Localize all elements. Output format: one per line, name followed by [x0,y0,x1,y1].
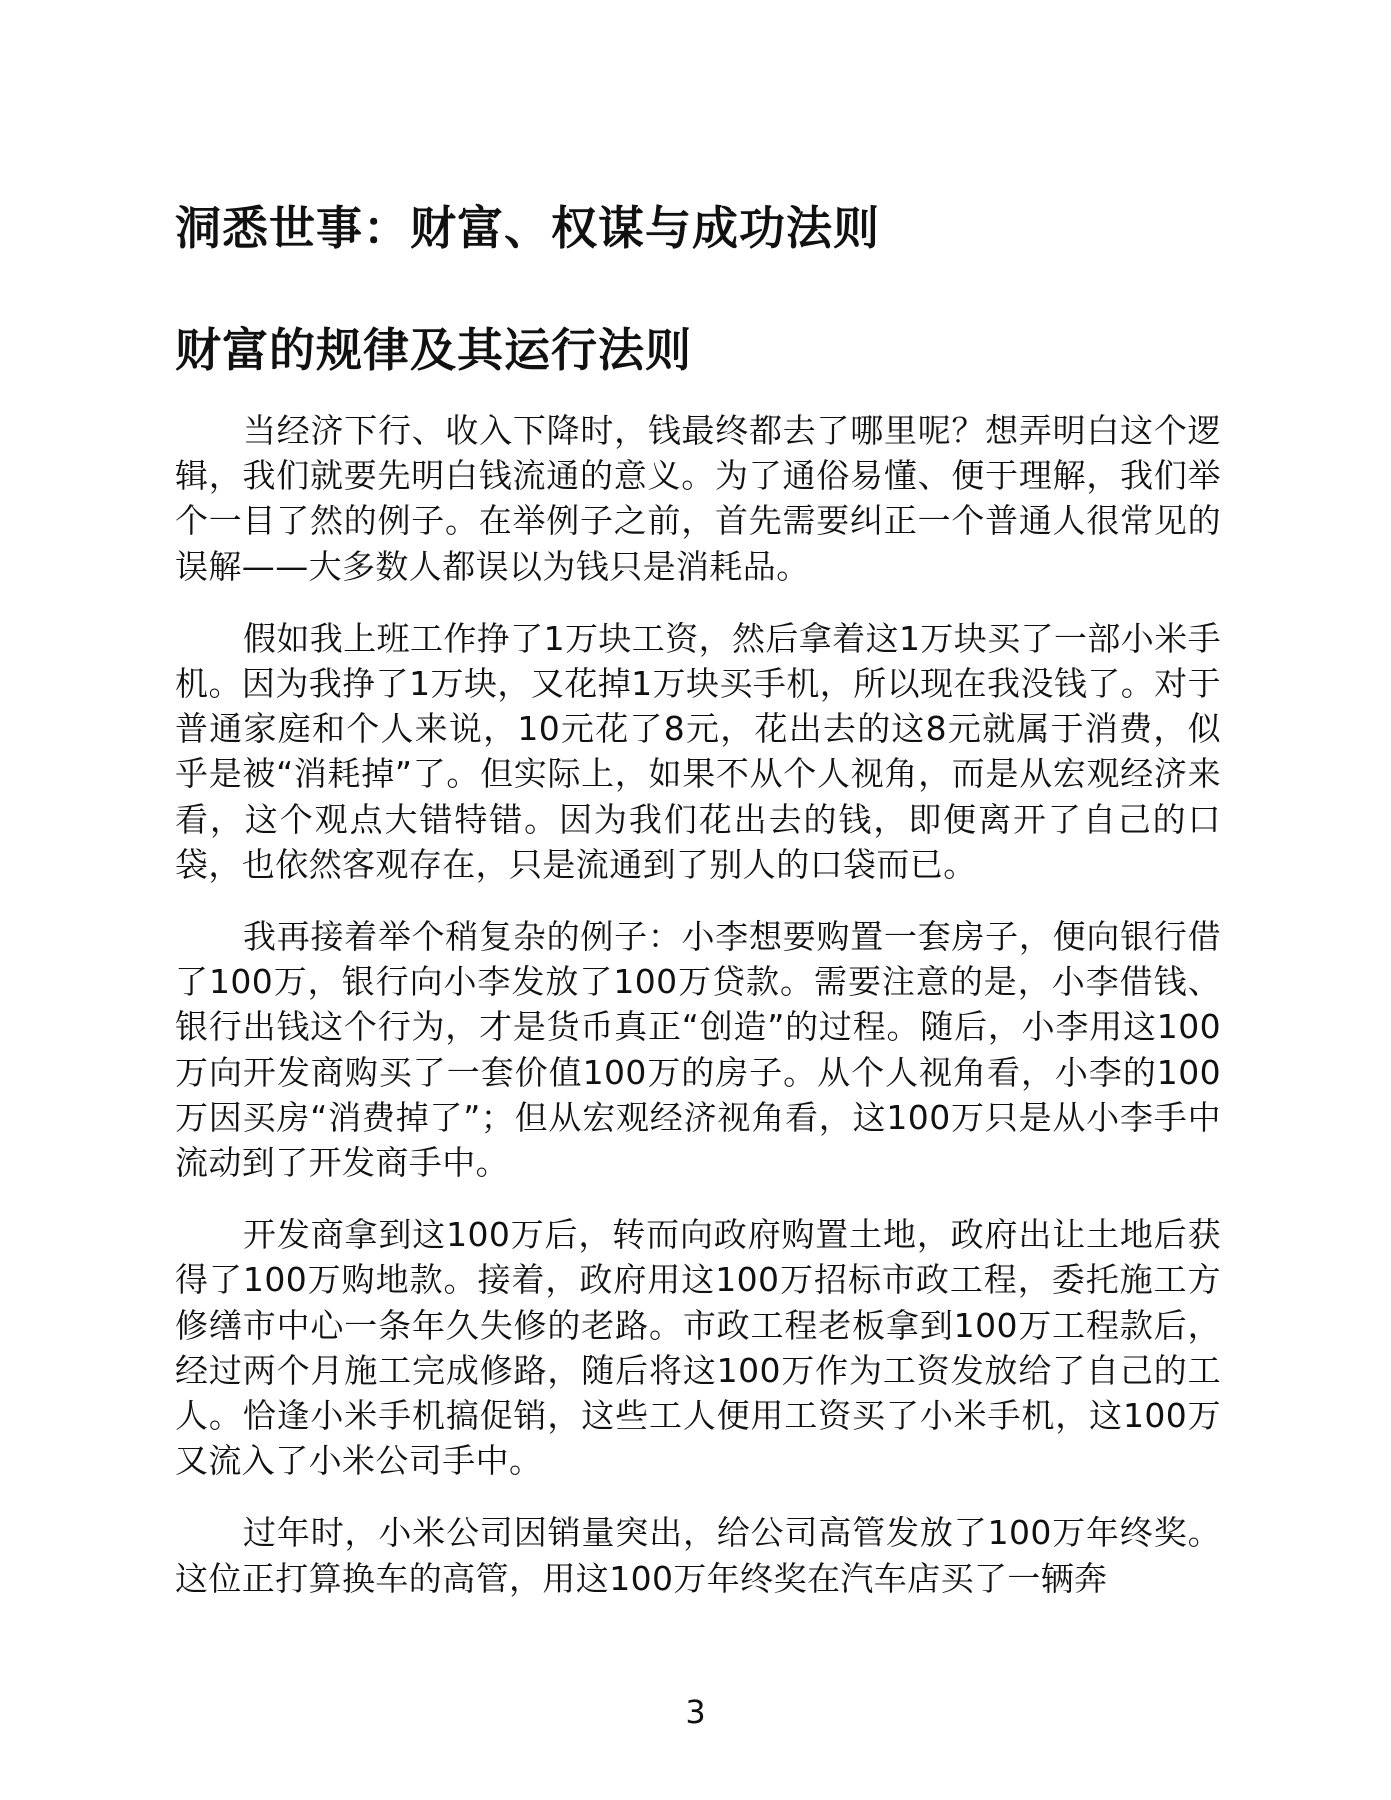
paragraph-1: 当经济下行、收入下降时，钱最终都去了哪里呢？想弄明白这个逻辑，我们就要先明白钱流通的意义。为了通俗易懂、便于理解，我们举个一目了然的例子。在举例子之前，首先需要纠正一个普通人很常见的误解——大多数人都误以为钱只是消耗品。 [175,411,1221,586]
page-number: 3 [685,1693,706,1731]
paragraph-4: 开发商拿到这100万后，转而向政府购置土地，政府出让土地后获得了100万购地款。接着，政府用这100万招标市政工程，委托施工方修缮市中心一条年久失修的老路。市政工程老板拿到100万工程款后，经过两个月施工完成修路，随后将这100万作为工资发放给了自己的工人。恰逢小米手机搞促销，这些工人便用工资买了小米手机，这100万又流入了小米公司手中。 [175,1215,1221,1481]
chapter-title: 财富的规律及其运行法则 [175,323,692,377]
book-title: 洞悉世事：财富、权谋与成功法则 [175,201,880,255]
paragraph-5: 过年时，小米公司因销量突出，给公司高管发放了100万年终奖。这位正打算换车的高管，用这100万年终奖在汽车店买了一辆奔 [175,1513,1221,1598]
paragraph-2: 假如我上班工作挣了1万块工资，然后拿着这1万块买了一部小米手机。因为我挣了1万块，又花掉1万块买手机，所以现在我没钱了。对于普通家庭和个人来说，10元花了8元，花出去的这8元就属于消费，似乎是被“消耗掉”了。但实际上，如果不从个人视角，而是从宏观经济来看，这个观点大错特错。因为我们花出去的钱，即便离开了自己的口袋，也依然客观存在，只是流通到了别人的口袋而已。 [175,618,1221,884]
body-text [175,408,1221,1628]
paragraph-3: 我再接着举个稍复杂的例子：小李想要购置一套房子，便向银行借了100万，银行向小李发放了100万贷款。需要注意的是，小李借钱、银行出钱这个行为，才是货币真正“创造”的过程。随后，小李用这100万向开发商购买了一套价值100万的房子。从个人视角看，小李的100万因买房“消费掉了”；但从宏观经济视角看，这100万只是从小李手中流动到了开发商手中。 [175,917,1221,1183]
